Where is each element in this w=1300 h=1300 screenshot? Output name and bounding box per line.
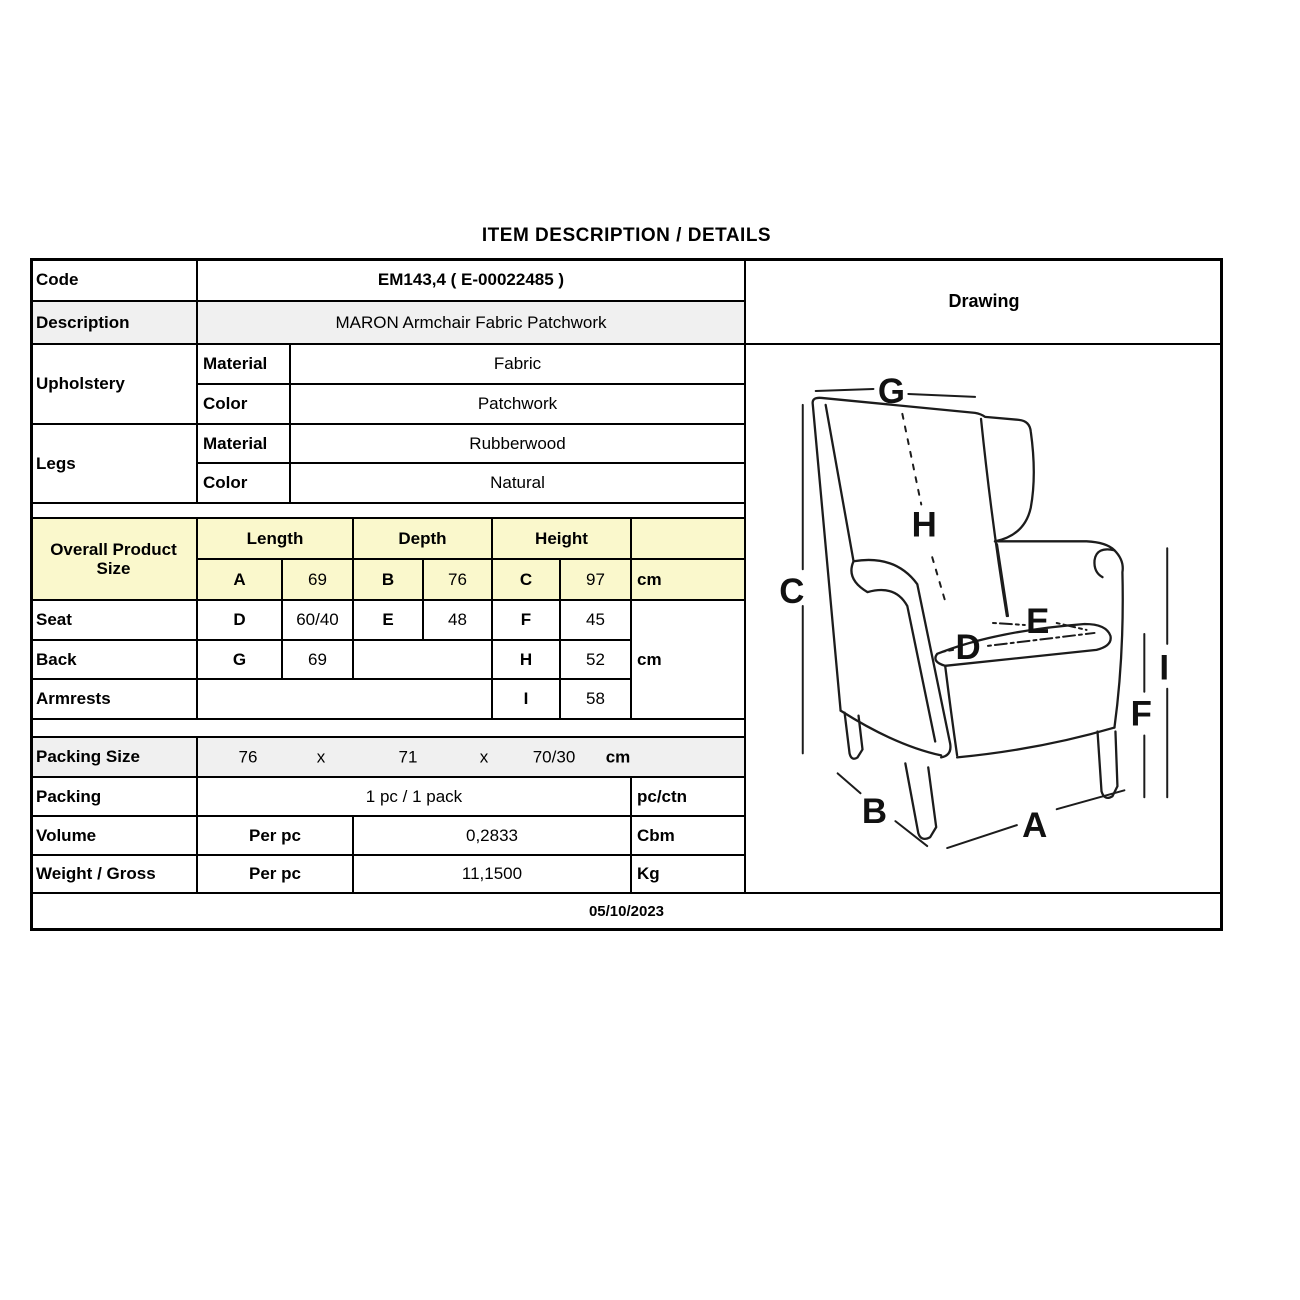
packing-unit: pc/ctn	[631, 777, 745, 816]
description-label: Description	[30, 301, 197, 344]
footer-date: 05/10/2023	[30, 893, 1223, 931]
code-label: Code	[30, 258, 197, 301]
size-section-label: Overall Product Size	[30, 518, 197, 600]
armrests-empty	[197, 679, 492, 719]
dim-label-e: E	[1026, 601, 1050, 641]
armrests-height-key: I	[492, 679, 560, 719]
back-length-key: G	[197, 640, 282, 679]
overall-length-value: 69	[282, 559, 353, 600]
spacer-row-2	[30, 719, 745, 737]
back-label: Back	[30, 640, 197, 679]
spacer-row-1	[30, 503, 745, 518]
overall-unit: cm	[631, 559, 745, 600]
body-unit: cm	[631, 600, 745, 719]
packing-size-x2: x	[479, 747, 489, 767]
drawing-cell	[745, 344, 1223, 893]
legs-label: Legs	[30, 424, 197, 503]
back-length-value: 69	[282, 640, 353, 679]
armrests-label: Armrests	[30, 679, 197, 719]
packing-size-unit: cm	[605, 747, 631, 767]
seat-length-value: 60/40	[282, 600, 353, 640]
seat-height-key: F	[492, 600, 560, 640]
height-header: Height	[492, 518, 631, 559]
volume-unit: Cbm	[631, 816, 745, 855]
upholstery-material-value: Fabric	[290, 344, 745, 384]
packing-size-label: Packing Size	[30, 737, 197, 777]
legs-color-value: Natural	[290, 463, 745, 503]
packing-label: Packing	[30, 777, 197, 816]
upholstery-material-label: Material	[197, 344, 290, 384]
packing-size-dim1: 76	[238, 747, 258, 767]
packing-size-x1: x	[316, 747, 326, 767]
overall-length-key: A	[197, 559, 282, 600]
volume-per: Per pc	[197, 816, 353, 855]
overall-depth-value: 76	[423, 559, 492, 600]
seat-depth-value: 48	[423, 600, 492, 640]
dim-label-a: A	[1022, 806, 1048, 846]
page-title: ITEM DESCRIPTION / DETAILS	[481, 225, 772, 246]
volume-value: 0,2833	[353, 816, 631, 855]
dim-label-h: H	[911, 505, 937, 545]
packing-size-value	[197, 737, 745, 777]
size-header-empty	[631, 518, 745, 559]
legs-material-label: Material	[197, 424, 290, 463]
packing-size-dim3: 70/30	[532, 747, 576, 767]
dim-label-b: B	[861, 792, 888, 832]
armchair-drawing	[746, 345, 1222, 892]
legs-color-label: Color	[197, 463, 290, 503]
dim-label-i: I	[1159, 648, 1170, 688]
volume-label: Volume	[30, 816, 197, 855]
seat-label: Seat	[30, 600, 197, 640]
packing-size-dim2: 71	[398, 747, 418, 767]
weight-label: Weight / Gross	[30, 855, 197, 893]
depth-header: Depth	[353, 518, 492, 559]
dim-label-d: D	[955, 627, 981, 667]
dim-label-g: G	[877, 371, 905, 411]
upholstery-color-label: Color	[197, 384, 290, 424]
weight-unit: Kg	[631, 855, 745, 893]
seat-length-key: D	[197, 600, 282, 640]
back-height-value: 52	[560, 640, 631, 679]
upholstery-label: Upholstery	[30, 344, 197, 424]
dim-label-f: F	[1130, 694, 1152, 734]
overall-height-key: C	[492, 559, 560, 600]
back-height-key: H	[492, 640, 560, 679]
overall-height-value: 97	[560, 559, 631, 600]
packing-value: 1 pc / 1 pack	[197, 777, 631, 816]
legs-material-value: Rubberwood	[290, 424, 745, 463]
description-value: MARON Armchair Fabric Patchwork	[197, 301, 745, 344]
length-header: Length	[197, 518, 353, 559]
code-value: EM143,4 ( E-00022485 )	[197, 258, 745, 301]
seat-height-value: 45	[560, 600, 631, 640]
dim-label-c: C	[779, 572, 805, 612]
back-depth-empty	[353, 640, 492, 679]
weight-per: Per pc	[197, 855, 353, 893]
overall-depth-key: B	[353, 559, 423, 600]
drawing-header: Drawing	[745, 258, 1223, 344]
weight-value: 11,1500	[353, 855, 631, 893]
details-table	[30, 258, 1223, 931]
upholstery-color-value: Patchwork	[290, 384, 745, 424]
armrests-height-value: 58	[560, 679, 631, 719]
seat-depth-key: E	[353, 600, 423, 640]
